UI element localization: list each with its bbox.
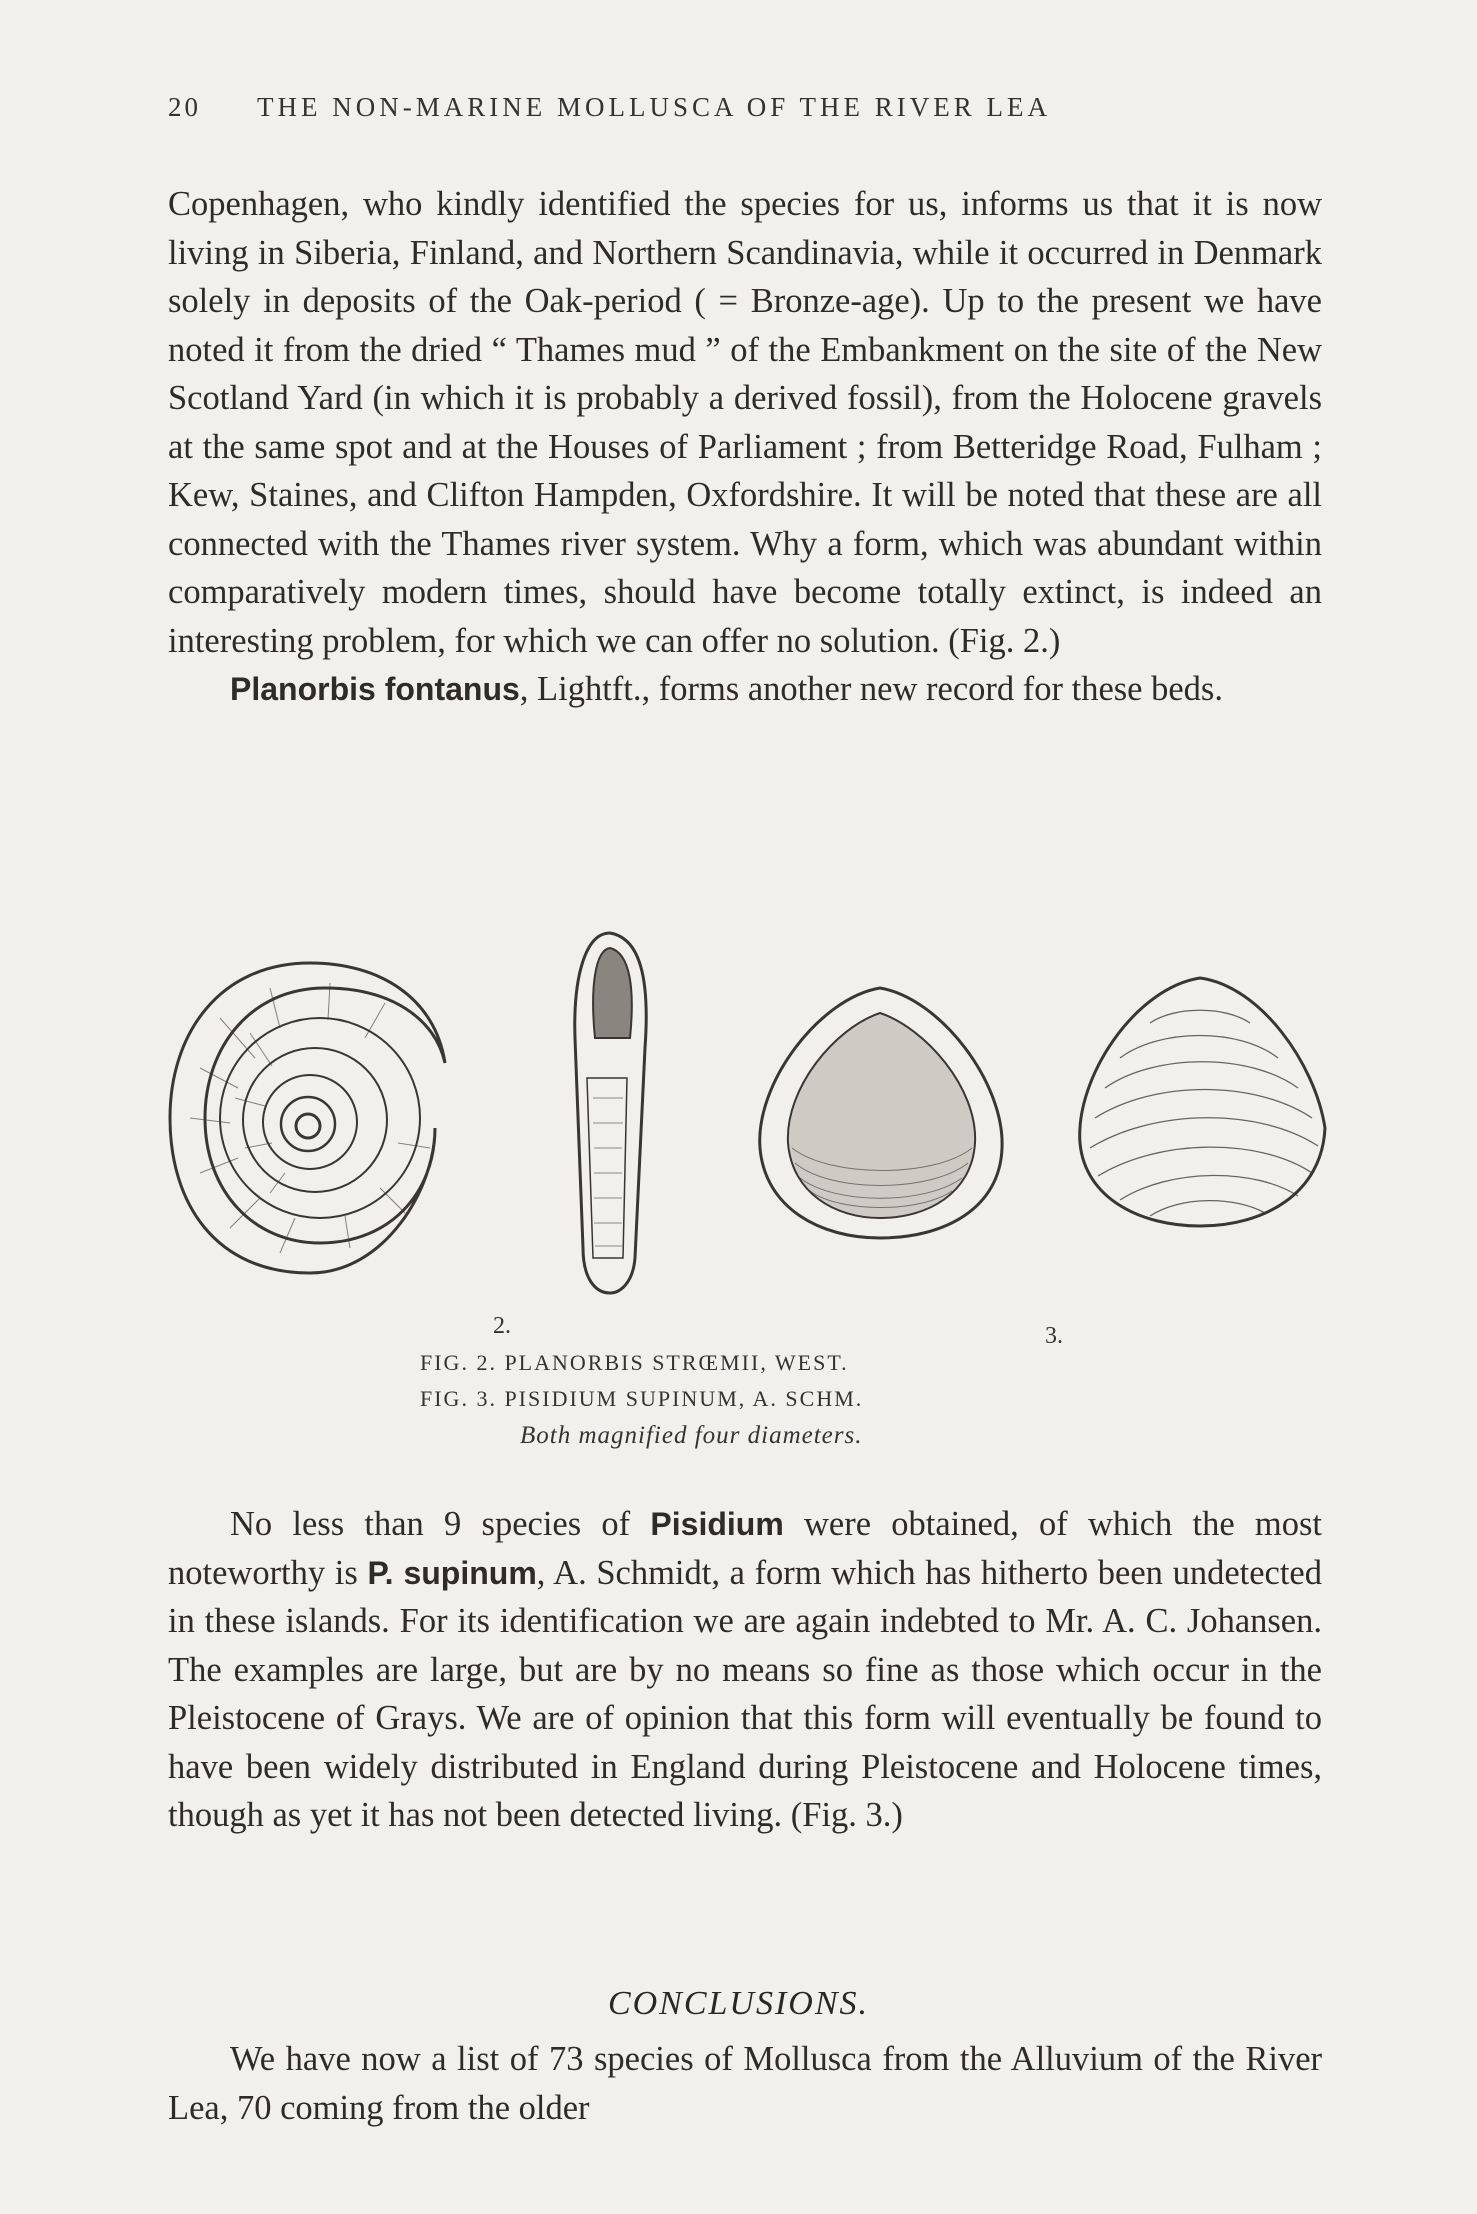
figure-illustrations [160,928,1340,1349]
intro-paragraph-block [168,180,1322,714]
pisidium-exterior-illustration [1060,968,1340,1238]
conclusions-heading: CONCLUSIONS. [607,1985,870,2022]
running-head [168,92,1328,123]
caption-fig-2: FIG. 2. PLANORBIS STRŒMII, WEST. [420,1350,849,1375]
pisidium-paragraph-block [168,1500,1322,1840]
caption-magnification-note: Both magnified four diameters. [520,1422,863,1449]
conclusions-paragraph: We have now a list of 73 species of Mollusca from the Alluvium of the River Lea, 70 coming from the older [168,2040,1322,2127]
pisidium-genus-name: Pisidium [650,1506,784,1542]
caption-fig-3: FIG. 3. PISIDIUM SUPINUM, A. SCHM. [420,1386,864,1411]
figure-label-3: 3. [1045,1323,1063,1349]
planorbis-shell-illustration [160,948,460,1288]
planorbis-paragraph [168,665,1322,714]
running-title: THE NON-MARINE MOLLUSCA OF THE RIVER LEA [257,92,1051,122]
figure-label-2: 2. [493,1313,511,1339]
planorbis-species-name: Planorbis fontanus [230,671,520,707]
pisidium-interior-illustration [740,973,1020,1253]
planorbis-text: , Lightft., forms another new record for these beds. [519,670,1223,708]
figure-captions [420,1350,1120,1458]
conclusions-paragraph-block [168,2035,1322,2132]
page-number: 20 [168,92,201,122]
pisidium-text-2: were obtained, of which the most noteworthy is [168,1505,1322,1592]
pisidium-text-3: , A. Schmidt, a form which has hitherto been undetected in these islands. For its identification we are again indebted to Mr. A. C. Johansen. The examples are large, but are by no means so fine as those which occur in the Pleistocene of Grays. We are of opinion that this form will eventually be found to have been widely distributed in England during Pleistocene and Holocene times, though as yet it has not been detected living. (Fig. 3.) [168,1553,1322,1834]
pisidium-paragraph [168,1500,1322,1840]
pisidium-text-1: No less than 9 species of [230,1505,651,1543]
intro-paragraph: Copenhagen, who kindly identified the species for us, informs us that it is now living in Siberia, Finland, and Northern Scandinavia, while it occurred in Denmark solely in deposits of the Oak-period ( = Bronze-age). Up to the present we have noted it from the dried “ Thames mud ” of the Embankment on the site of the New Scotland Yard (in which it is probably a derived fossil), from the Holocene gravels at the same spot and at the Houses of Parliament ; from Betteridge Road, Fulham ; Kew, Staines, and Clifton Hampden, Oxfordshire. It will be noted that these are all connected with the Thames river system. Why a form, which was abundant within comparatively modern times, should have become totally extinct, is indeed an interesting problem, for which we can offer no solution. (Fig. 2.) [168,185,1322,660]
planorbis-edge-illustration [565,928,655,1298]
pisidium-species-name: P. supinum [367,1554,537,1591]
